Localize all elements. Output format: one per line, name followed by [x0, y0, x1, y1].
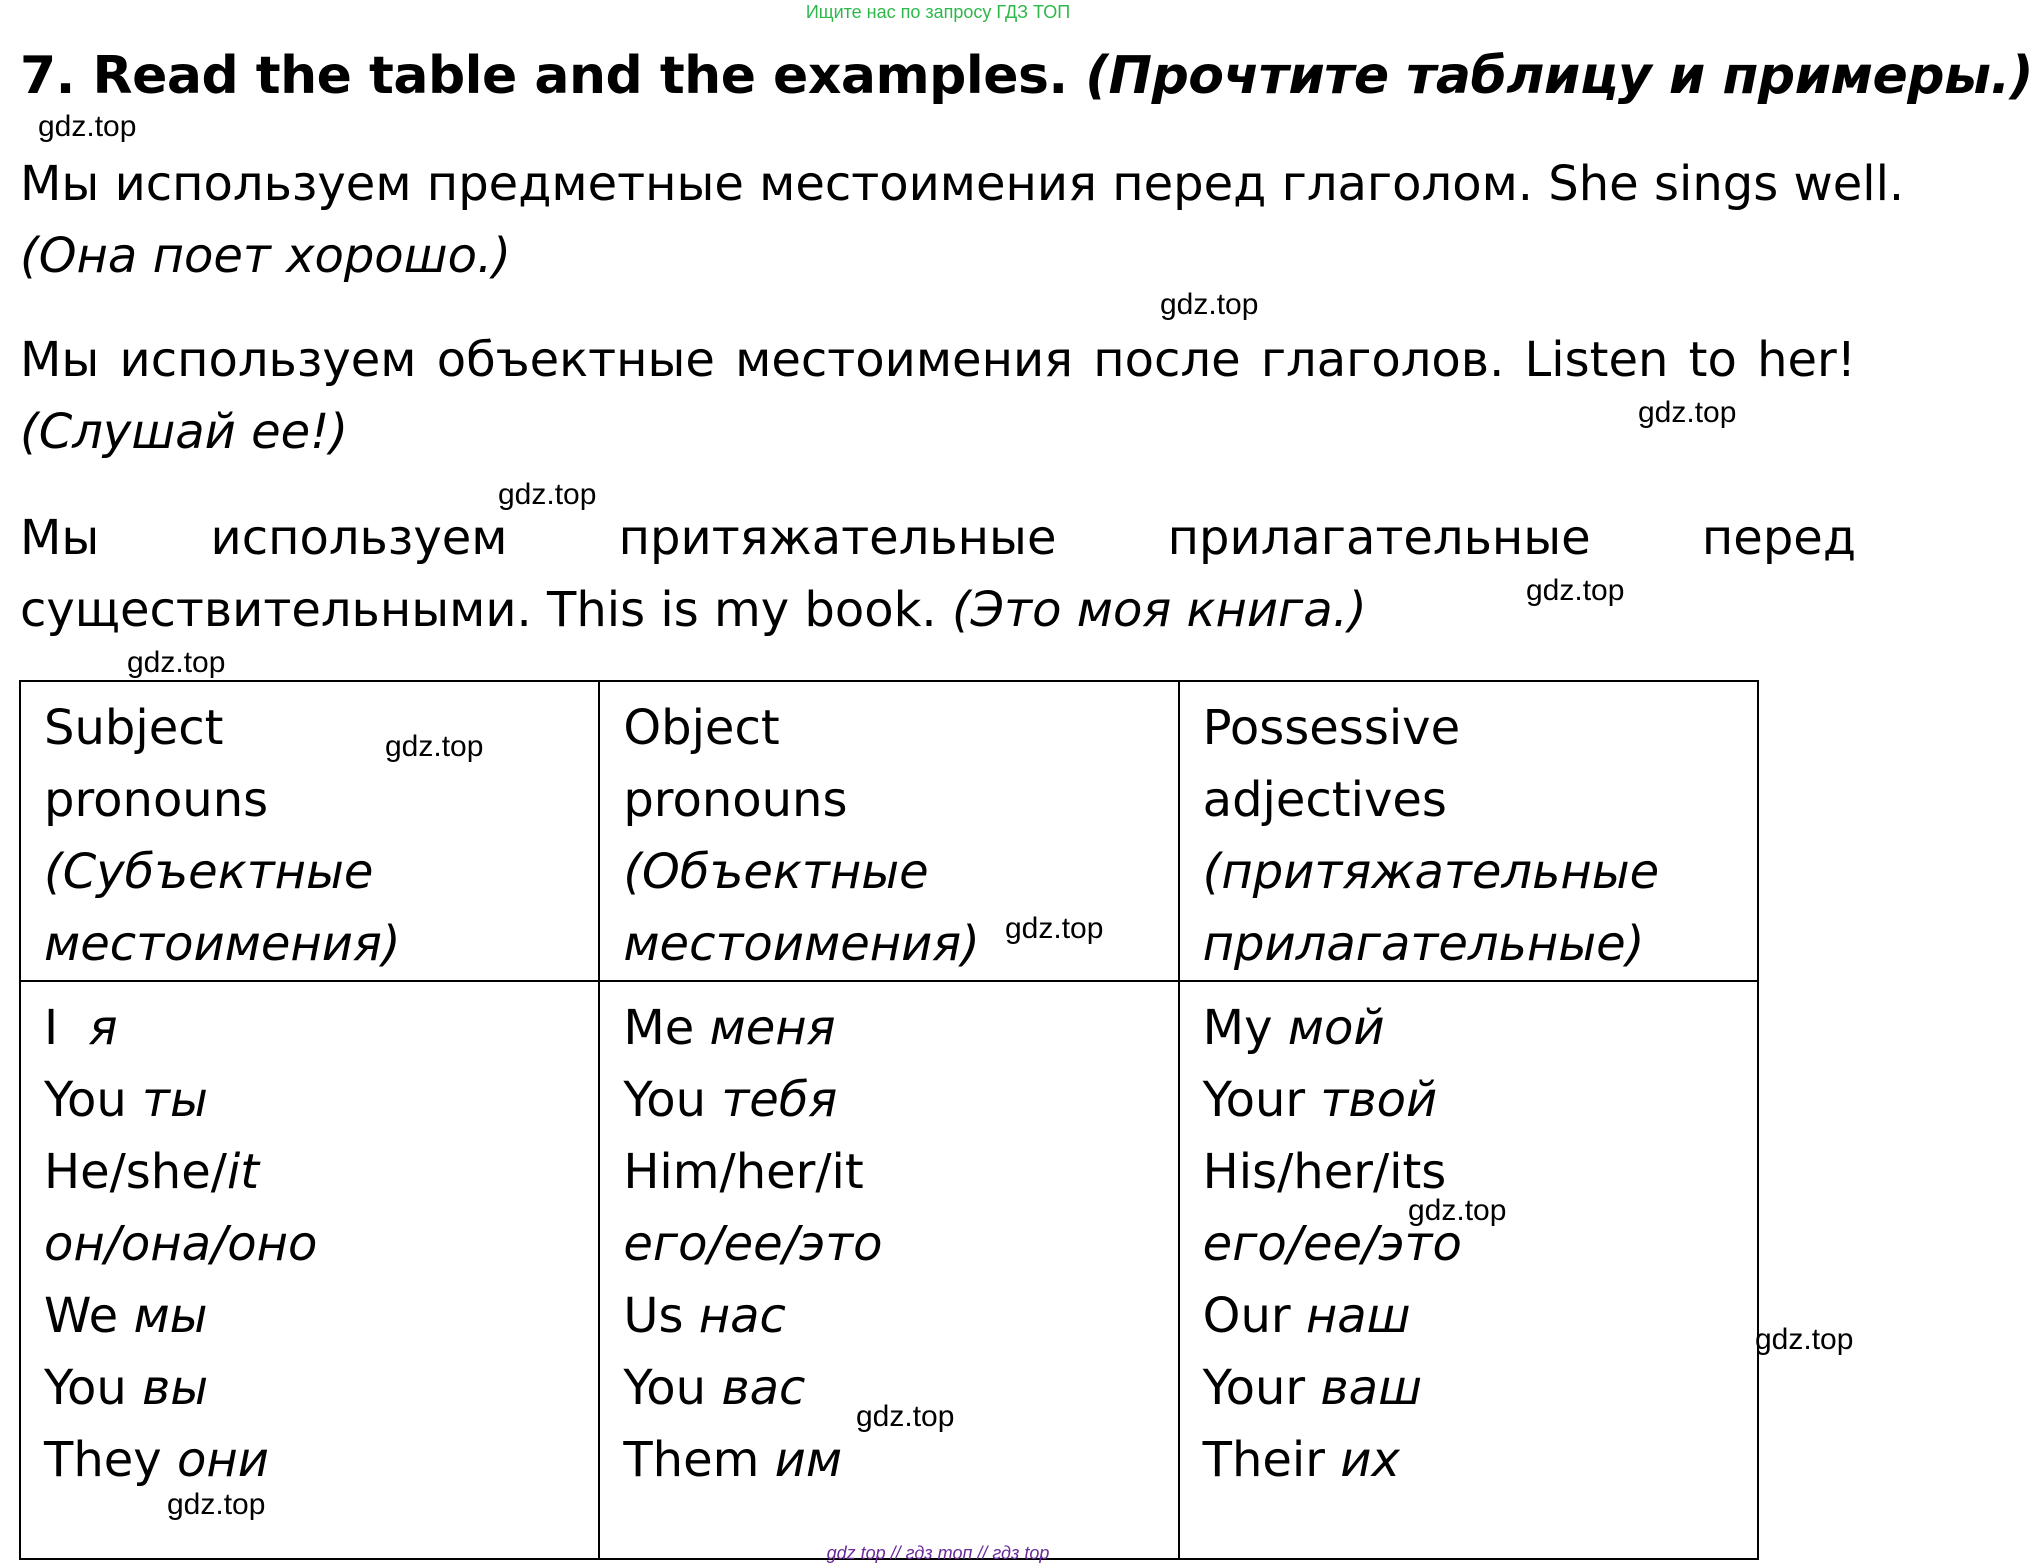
watermark: gdz.top [167, 1488, 266, 1521]
entry-english: He/she/ [44, 1144, 227, 1200]
table-entry: его/ее/это [1202, 1216, 1462, 1272]
paragraph-object-pronouns [20, 324, 1856, 468]
entry-russian: нас [698, 1288, 786, 1344]
heading-english: 7. Read the table and the examples. [20, 46, 1068, 106]
watermark: gdz.top [1160, 288, 1259, 321]
entry-russian: тебя [721, 1072, 838, 1128]
header-translation: местоимения) [623, 916, 980, 972]
entry-english: You [44, 1360, 127, 1416]
table-entry [1203, 992, 1757, 1064]
table-entry [44, 1064, 598, 1136]
entry-russian: твой [1320, 1072, 1438, 1128]
paragraph-subject-pronouns [20, 148, 1905, 292]
entry-english: Our [1202, 1288, 1291, 1344]
paragraph-line: Мы используем предметные местоимения перед глаголом. She sings well. [20, 156, 1905, 212]
table-entry [44, 1136, 598, 1208]
exercise-heading [20, 46, 2033, 106]
entry-english: Your [1202, 1072, 1306, 1128]
entry-russian: наш [1305, 1288, 1411, 1344]
entry-english: You [623, 1360, 707, 1416]
entry-english: We [44, 1288, 119, 1344]
entry-english: My [1202, 1000, 1273, 1056]
table-entry: его/ее/это [623, 1216, 883, 1272]
header-text: Subject [44, 700, 224, 756]
header-subject-pronouns [20, 681, 599, 981]
watermark: gdz.top [127, 646, 226, 679]
entry-english: Their [1202, 1432, 1325, 1488]
table-entry [44, 1280, 598, 1352]
table-entry [623, 992, 1177, 1064]
watermark: gdz.top [1005, 912, 1104, 945]
entry-russian: мы [133, 1288, 208, 1344]
table-entry [623, 1064, 1177, 1136]
header-possessive-adjectives [1179, 681, 1758, 981]
entry-russian: ваш [1320, 1360, 1423, 1416]
entry-english: Me [623, 1000, 695, 1056]
entry-russian: я [88, 1000, 118, 1056]
watermark: gdz.top [498, 478, 597, 511]
table-entry: он/она/оно [44, 1216, 318, 1272]
table-entry [623, 1424, 1177, 1496]
watermark: gdz.top [856, 1400, 955, 1433]
paragraph-line [20, 574, 1856, 646]
watermark: gdz.top [38, 110, 137, 143]
entry-russian: их [1340, 1432, 1400, 1488]
header-text: Object [623, 700, 780, 756]
entry-english: They [44, 1432, 162, 1488]
table-entry [44, 992, 598, 1064]
table-entry [1203, 1352, 1757, 1424]
table-entry: Him/her/it [623, 1144, 864, 1200]
entry-russian: им [774, 1432, 843, 1488]
paragraph-text: существительными. This is my book. [20, 582, 937, 638]
table-header-row [20, 681, 1758, 981]
header-translation: прилагательные) [1202, 916, 1645, 972]
header-text: Possessive [1202, 700, 1461, 756]
entry-russian: мой [1287, 1000, 1385, 1056]
header-text: pronouns [44, 772, 269, 828]
paragraph-line: Мы используем притяжательные прилагательные перед [20, 510, 1856, 566]
table-entry [1203, 1280, 1757, 1352]
header-translation: (Объектные [623, 844, 929, 900]
paragraph-line: Мы используем объектные местоимения после глаголов. Listen to her! [20, 332, 1856, 388]
entry-english: Your [1202, 1360, 1306, 1416]
table-entry [44, 1424, 598, 1496]
entry-english: I [44, 1000, 59, 1056]
subject-pronouns-cell [20, 981, 599, 1559]
entry-russian: вы [142, 1360, 209, 1416]
top-search-note: Ищите нас по запросу ГДЗ ТОП [805, 2, 1071, 22]
entry-russian: меня [709, 1000, 836, 1056]
header-translation: (притяжательные [1202, 844, 1660, 900]
table-entry [623, 1280, 1177, 1352]
entry-english: You [623, 1072, 707, 1128]
entry-russian: ты [142, 1072, 208, 1128]
table-entry [1203, 1064, 1757, 1136]
table-entry [44, 1352, 598, 1424]
footer-note: gdz top // гдз топ // гдз top [826, 1543, 1050, 1563]
entry-english: Them [623, 1432, 760, 1488]
watermark: gdz.top [1755, 1323, 1854, 1356]
entry-english: You [44, 1072, 127, 1128]
possessive-adjectives-cell [1179, 981, 1758, 1559]
header-text: pronouns [623, 772, 848, 828]
paragraph-translation: (Это моя книга.) [951, 582, 1367, 638]
paragraph-translation: (Она поет хорошо.) [20, 228, 511, 284]
table-body-row [20, 981, 1758, 1559]
header-translation: (Субъектные [44, 844, 374, 900]
entry-russian: it [226, 1144, 260, 1200]
entry-russian: они [176, 1432, 269, 1488]
watermark: gdz.top [385, 730, 484, 763]
entry-russian: вас [721, 1360, 806, 1416]
entry-english: Us [623, 1288, 684, 1344]
table-entry [1203, 1424, 1757, 1496]
watermark: gdz.top [1638, 396, 1737, 429]
watermark: gdz.top [1526, 574, 1625, 607]
heading-russian: (Прочтите таблицу и примеры.) [1085, 46, 2033, 106]
paragraph-possessive-adjectives [20, 502, 1856, 646]
paragraph-translation: (Слушай ее!) [20, 404, 349, 460]
object-pronouns-cell [599, 981, 1178, 1559]
header-text: adjectives [1202, 772, 1447, 828]
table-entry: His/her/its [1202, 1144, 1447, 1200]
watermark: gdz.top [1408, 1194, 1507, 1227]
header-translation: местоимения) [44, 916, 401, 972]
